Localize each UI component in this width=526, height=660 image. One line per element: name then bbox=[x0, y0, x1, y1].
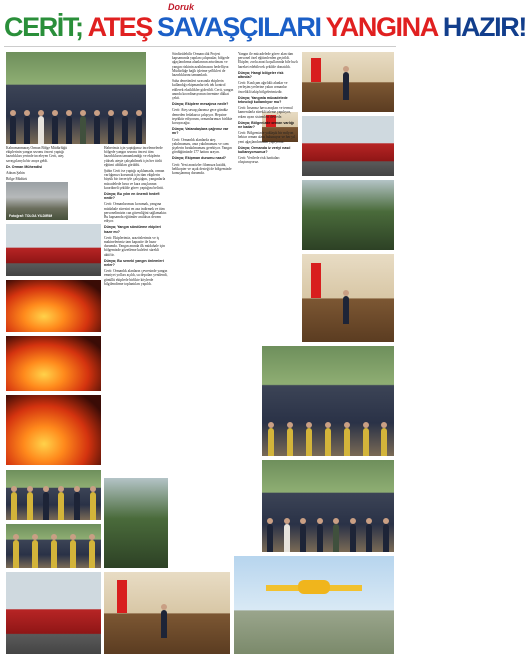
person bbox=[89, 540, 95, 568]
person bbox=[90, 492, 96, 520]
crew-figures bbox=[6, 542, 101, 568]
col3-question-3: Dünya; Ekipman durumu nasıl? bbox=[172, 156, 226, 161]
right-group-photo bbox=[262, 460, 394, 552]
col2-paragraph-2: Şahin Cerit ise yaptığı açıklamada, orman varlığımızı korumak için tüm ekiplerin büyük bir özveriyle çalıştığını, yangınlarla mücadelede hava ve kara araçlarının koordineli şekilde görev yaptığını belirtti. bbox=[104, 169, 166, 190]
person bbox=[350, 524, 356, 552]
wildfire-photo-3 bbox=[6, 395, 101, 465]
right-crew-photo bbox=[262, 346, 394, 456]
col3-paragraph-2: Saha denetimleri sırasında ekiplerin kullandığı ekipmanlar tek tek kontrol edilerek eksiklikler giderildi. Cerit, yangın anında koordinasyonun önemine dikkat çekti. bbox=[172, 79, 234, 101]
col3-answer-1: Cerit: Ateş savaşçılarımız gece gündüz demeden fedakarca çalışıyor. Hepsine teşekkür ediyorum, ormanlarımızı birlikte koruyacağız. bbox=[172, 108, 233, 126]
column-2 bbox=[104, 146, 168, 476]
right-office-photo-1 bbox=[302, 52, 394, 112]
person bbox=[287, 428, 293, 456]
person bbox=[366, 524, 372, 552]
person bbox=[94, 116, 100, 144]
col3-answer-3: Cerit: Yeni arazözler filomuza katıldı, helikopter ve uçak desteği de bölgemizde konuşlanmış durumda. bbox=[172, 162, 232, 176]
crew-photo bbox=[6, 524, 101, 568]
col3-answer-2: Cerit: Ormanlık alanlarda ateş yakılmaması, anız yakılmaması ve cam şişelerin bırakılmaması gerekiyor. Yangın gördüğünüzde 177 hattını arayın. bbox=[172, 137, 232, 155]
col2-answer-3: Cerit: Ormanlık alanların çevresinde yangın emniyet yolları açıldı, su depoları yenilendi, gönüllü ekiplerle birlikte köylerde bilgilendirme toplantıları yapıldı. bbox=[104, 269, 168, 286]
right-crew-figures bbox=[262, 390, 394, 456]
col2-question-3: Dünya; Bu seneki yangın önlemleri neler? bbox=[104, 258, 164, 268]
person bbox=[122, 116, 128, 144]
ceremony-figures bbox=[6, 490, 101, 520]
person bbox=[300, 524, 306, 552]
headline-word-1: CERİT; bbox=[4, 11, 83, 42]
col4-paragraph-1: Yangın ile mücadelede görev alan tüm personel özel eğitimlerden geçirildi. Ekipler, zorlu arazi koşullarında bile hızlı hareket edebilecek şekilde donatıldı. bbox=[238, 52, 298, 69]
office-meeting-photo bbox=[104, 572, 230, 654]
headline-word-4: YANGINA bbox=[325, 11, 438, 42]
fire-truck-photo bbox=[6, 224, 101, 276]
person bbox=[38, 116, 44, 144]
col4-answer-3: Cerit: Bölgemizde yaklaşık bir milyon hektar orman alanı bulunuyor ve her yıl yeni ağaçlandırmalar yapıyoruz. bbox=[238, 131, 296, 144]
person bbox=[381, 428, 387, 456]
col3-question-1: Dünya; Ekiplere mesajınız nedir? bbox=[172, 102, 229, 107]
col4-question-4: Dünya; Ormanda iz veriyi nasıl kullanıyorsunuz? bbox=[238, 145, 291, 155]
plane-body bbox=[298, 580, 330, 594]
left-name-c: Bölge Müdürü bbox=[6, 177, 28, 182]
person bbox=[32, 540, 38, 568]
headline-word-2: ATEŞ bbox=[87, 11, 153, 42]
group-photo bbox=[6, 52, 146, 144]
person bbox=[267, 524, 273, 552]
person bbox=[306, 428, 312, 456]
right-office-photo-2 bbox=[302, 254, 394, 342]
person bbox=[80, 116, 86, 144]
right-forest-photo bbox=[302, 180, 394, 250]
right-truck-photo bbox=[302, 116, 394, 176]
flag bbox=[117, 580, 127, 613]
col2-question-2: Dünya; Yangın söndürme ekipleri hazır mı? bbox=[104, 225, 161, 234]
header-rule bbox=[4, 46, 396, 47]
wildfire-photo-2 bbox=[6, 336, 101, 391]
person bbox=[70, 540, 76, 568]
col3-question-2: Dünya; Vatandaşlara çağrınız var mı? bbox=[172, 127, 229, 136]
person bbox=[10, 116, 16, 144]
col4-answer-2: Cerit: İnsansız hava araçları ve termal kameralarla sürekli izleme yapılıyor, erken uyarı sistemleri devrede. bbox=[238, 106, 293, 119]
person bbox=[24, 116, 30, 144]
col4-question-2: Dünya; Yangınla mücadelede teknoloji kullanılıyor mu? bbox=[238, 95, 288, 105]
person bbox=[74, 492, 80, 520]
person bbox=[333, 524, 339, 552]
flag bbox=[311, 263, 321, 298]
person bbox=[66, 116, 72, 144]
person bbox=[325, 428, 331, 456]
col4-answer-1: Cerit: Kızılçam ağırlıklı alanlar ve yerleşim yerlerine yakın ormanlar öncelikli takip bölgelerimizdir. bbox=[238, 81, 288, 94]
col4-question-1: Dünya; Hangi bölgeler risk altında? bbox=[238, 70, 284, 80]
person bbox=[52, 116, 58, 144]
smoke-photo bbox=[6, 182, 68, 220]
left-intro-text: Kahramanmaraş Orman Bölge Müdürlüğü ekiplerinin yangın sezonu öncesi yaptığı hazırlıkları yerinde inceleyen Cerit, ateş savaşçılarıyla bir araya geldi. bbox=[6, 146, 67, 163]
col4-question-3: Dünya; Bölgenizde orman varlığı ne kadar? bbox=[238, 120, 294, 130]
firefighting-plane-photo bbox=[234, 556, 394, 654]
col4-answer-4: Cerit: Verilerle risk haritaları oluşturuyoruz. bbox=[238, 156, 280, 165]
col2-answer-2: Cerit: Ekiplerimiz, arazözlerimiz ve iş makinelerimiz tam kapasite ile hazır durumda. Yangın anında ilk müdahale için bölgemizde gözetleme kuleleri sürekli aktiftir. bbox=[104, 235, 165, 257]
wildfire-photo-1 bbox=[6, 280, 101, 332]
col3-paragraph-1: Sürdürülebilir Ormancılık Projesi kapsamında yapılan çalışmalar, bölgede ağaçlandırma alanlarının artırılması ve yangın riskinin azaltılmasını hedefliyor. Müdürlüğe bağlı işletme şeflikleri de hazırlıklarını tamamladı. bbox=[172, 52, 230, 78]
person bbox=[268, 428, 274, 456]
person bbox=[13, 540, 19, 568]
person bbox=[51, 540, 57, 568]
headline bbox=[4, 10, 526, 44]
person bbox=[11, 492, 17, 520]
column-3 bbox=[172, 52, 234, 482]
headline-word-5: HAZIR! bbox=[442, 11, 526, 42]
building-photo bbox=[6, 572, 101, 654]
left-name-b: Adnan Şahin bbox=[6, 171, 25, 176]
col2-answer-1: Cerit: Ormanlarımızı korumak, yangına müdahale süresini en aza indirmek ve tüm personelimizin can güvenliğini sağlamaktır. Bu kapsamda eğitimler aralıksız devam ediyor. bbox=[104, 202, 167, 224]
forest-crew-photo bbox=[104, 478, 168, 568]
group-figures bbox=[6, 89, 146, 144]
person bbox=[27, 492, 33, 520]
person bbox=[344, 428, 350, 456]
person bbox=[343, 72, 349, 100]
person bbox=[284, 524, 290, 552]
right-group-figures bbox=[262, 497, 394, 552]
person bbox=[317, 524, 323, 552]
person bbox=[108, 116, 114, 144]
person bbox=[161, 610, 167, 638]
flag bbox=[311, 58, 321, 82]
person bbox=[58, 492, 64, 520]
person bbox=[136, 116, 142, 144]
person bbox=[383, 524, 389, 552]
person bbox=[343, 296, 349, 324]
masthead-brand: Doruk bbox=[168, 2, 195, 12]
photo-caption: Fotoğraf: TOLGA YILDIRIM bbox=[9, 214, 53, 218]
person bbox=[43, 492, 49, 520]
ceremony-photo bbox=[6, 470, 101, 520]
person bbox=[363, 428, 369, 456]
col2-paragraph-1: Haberimiz için yaptığımız incelemelerde bölgede yangın sezonu öncesi tüm hazırlıkların tamamlandığı ve ekiplerin yüksek ateşte çalışabilmek için her türlü eğitimi aldıkları görüldü. bbox=[104, 146, 163, 167]
left-name-a: Dr. Orman Mühendisi bbox=[6, 164, 43, 169]
headline-word-3: SAVAŞÇILARI bbox=[157, 11, 321, 42]
col2-question-1: Dünya; Bu yılın en önemli hedefi nedir? bbox=[104, 192, 160, 201]
